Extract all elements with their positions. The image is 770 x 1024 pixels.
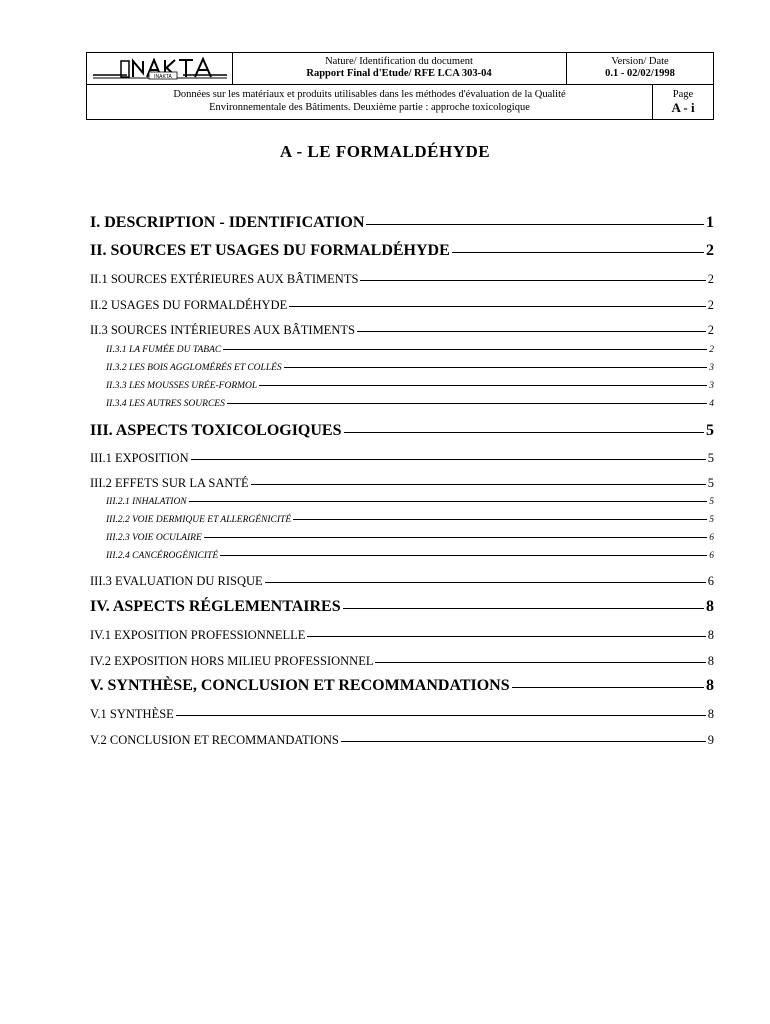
toc-leader [259,385,707,386]
toc-leader [307,636,705,637]
toc-page-number: 2 [707,272,714,286]
toc-leader [223,349,707,350]
toc-entry-title: III.2 EFFETS SUR LA SANTÉ [90,476,249,490]
toc-entry-title: V.2 CONCLUSION ET RECOMMANDATIONS [90,733,339,747]
description-line-2: Environnementale des Bâtiments. Deuxième partie : approche toxicologique [209,102,530,113]
toc-entry-title: II.3.3 LES MOUSSES URÉE-FORMOL [106,381,258,391]
toc-leader [341,741,706,742]
toc-entry-title: V.1 SYNTHÈSE [90,707,174,721]
toc-page-number: 6 [709,533,714,543]
toc-entry-title: II.1 SOURCES EXTÉRIEURES AUX BÂTIMENTS [90,272,359,286]
version-label: Version/ Date [611,56,669,67]
toc-entry-level-3[interactable] [90,363,714,373]
toc-leader [227,403,707,404]
page-cell [653,84,713,120]
toc-entry-level-3[interactable] [90,551,714,561]
inakta-logo-icon [87,53,232,84]
description-line-1: Données sur les matériaux et produits utilisables dans les méthodes d'évaluation de la Qualité [173,89,566,100]
toc-page-number: 8 [706,598,714,615]
toc-leader [343,608,704,609]
toc-leader [220,555,707,556]
toc-page-number: 2 [707,323,714,337]
toc-page-number: 3 [709,381,714,391]
toc-entry-level-2[interactable] [90,574,714,589]
toc-leader [452,252,704,253]
toc-entry-title: III. ASPECTS TOXICOLOGIQUES [90,422,342,439]
header-top-row [87,53,713,85]
toc-entry-title: II.3.4 LES AUTRES SOURCES [106,399,225,409]
toc-entry-level-1[interactable] [90,422,714,440]
toc-leader [284,367,708,368]
toc-entry-level-3[interactable] [90,497,714,507]
toc-entry-level-2[interactable] [90,628,714,643]
toc-page-number: 8 [706,677,714,694]
toc-page-number: 8 [707,654,714,668]
toc-leader [191,459,706,460]
toc-entry-level-2[interactable] [90,707,714,722]
toc-entry-level-1[interactable] [90,242,714,260]
toc-entry-title: II.3.2 LES BOIS AGGLOMÉRÉS ET COLLÉS [106,363,282,373]
toc-leader [176,715,706,716]
toc-page-number: 5 [707,451,714,465]
toc-leader [204,537,707,538]
toc-entry-level-2[interactable] [90,476,714,491]
toc-leader [512,687,704,688]
toc-entry-title: III.2.1 INHALATION [106,497,187,507]
page-label: Page [672,89,694,100]
toc-leader [360,280,705,281]
toc-page-number: 4 [709,399,714,409]
toc-page-number: 8 [707,628,714,642]
document-title: A - LE FORMALDÉHYDE [279,142,491,161]
toc-entry-title: II. SOURCES ET USAGES DU FORMALDÉHYDE [90,242,450,259]
toc-entry-level-2[interactable] [90,733,714,748]
toc-leader [366,224,704,225]
toc-entry-title: IV.2 EXPOSITION HORS MILIEU PROFESSIONNEL [90,654,374,668]
toc-entry-level-3[interactable] [90,381,714,391]
toc-page-number: 5 [709,497,714,507]
toc-entry-level-3[interactable] [90,399,714,409]
toc-leader [344,432,705,433]
description-cell [87,84,653,120]
toc-page-number: 2 [709,345,714,355]
toc-entry-level-2[interactable] [90,451,714,466]
toc-entry-title: II.3 SOURCES INTÉRIEURES AUX BÂTIMENTS [90,323,355,337]
toc-entry-title: V. SYNTHÈSE, CONCLUSION ET RECOMMANDATIONS [90,677,510,694]
toc-page-number: 8 [707,707,714,721]
toc-leader [265,582,706,583]
toc-entry-level-2[interactable] [90,298,714,313]
toc-leader [251,484,706,485]
toc-page-number: 9 [707,733,714,747]
header-bottom-row [87,84,713,120]
toc-page-number: 6 [707,574,714,588]
toc-entry-level-2[interactable] [90,272,714,287]
toc-entry-level-1[interactable] [90,214,714,232]
nature-label: Nature/ Identification du document [325,56,473,67]
company-logo [87,53,233,84]
toc-entry-level-1[interactable] [90,598,714,616]
toc-entry-title: III.2.3 VOIE OCULAIRE [106,533,202,543]
toc-entry-title: III.3 EVALUATION DU RISQUE [90,574,263,588]
toc-entry-title: IV.1 EXPOSITION PROFESSIONNELLE [90,628,306,642]
toc-entry-title: III.2.4 CANCÉROGÉNICITÉ [106,551,219,561]
toc-page-number: 5 [706,422,714,439]
version-value: 0.1 - 02/02/1998 [605,68,675,79]
document-header [86,52,714,120]
toc-entry-level-1[interactable] [90,677,714,695]
version-cell [567,53,713,84]
toc-leader [375,662,705,663]
toc-leader [357,331,706,332]
toc-entry-level-2[interactable] [90,323,714,338]
svg-text:INAKTA: INAKTA [154,74,172,80]
toc-entry-title: III.2.2 VOIE DERMIQUE ET ALLERGÉNICITÉ [106,515,292,525]
toc-entry-level-3[interactable] [90,345,714,355]
page-value: A - i [671,100,695,115]
toc-entry-level-3[interactable] [90,515,714,525]
toc-entry-level-3[interactable] [90,533,714,543]
toc-entry-title: I. DESCRIPTION - IDENTIFICATION [90,214,365,231]
toc-page-number: 2 [707,298,714,312]
nature-value: Rapport Final d'Etude/ RFE LCA 303-04 [306,68,492,79]
toc-entry-level-2[interactable] [90,654,714,669]
toc-entry-title: II.3.1 LA FUMÉE DU TABAC [106,345,222,355]
toc-page-number: 3 [709,363,714,373]
toc-entry-title: III.1 EXPOSITION [90,451,189,465]
nature-cell [232,53,567,84]
toc-leader [289,306,706,307]
toc-page-number: 6 [709,551,714,561]
toc-page-number: 5 [707,476,714,490]
toc-page-number: 2 [706,242,714,259]
toc-leader [189,501,708,502]
toc-page-number: 1 [706,214,714,231]
toc-page-number: 5 [709,515,714,525]
toc-leader [293,519,707,520]
toc-entry-title: IV. ASPECTS RÉGLEMENTAIRES [90,598,341,615]
toc-entry-title: II.2 USAGES DU FORMALDÉHYDE [90,298,288,312]
